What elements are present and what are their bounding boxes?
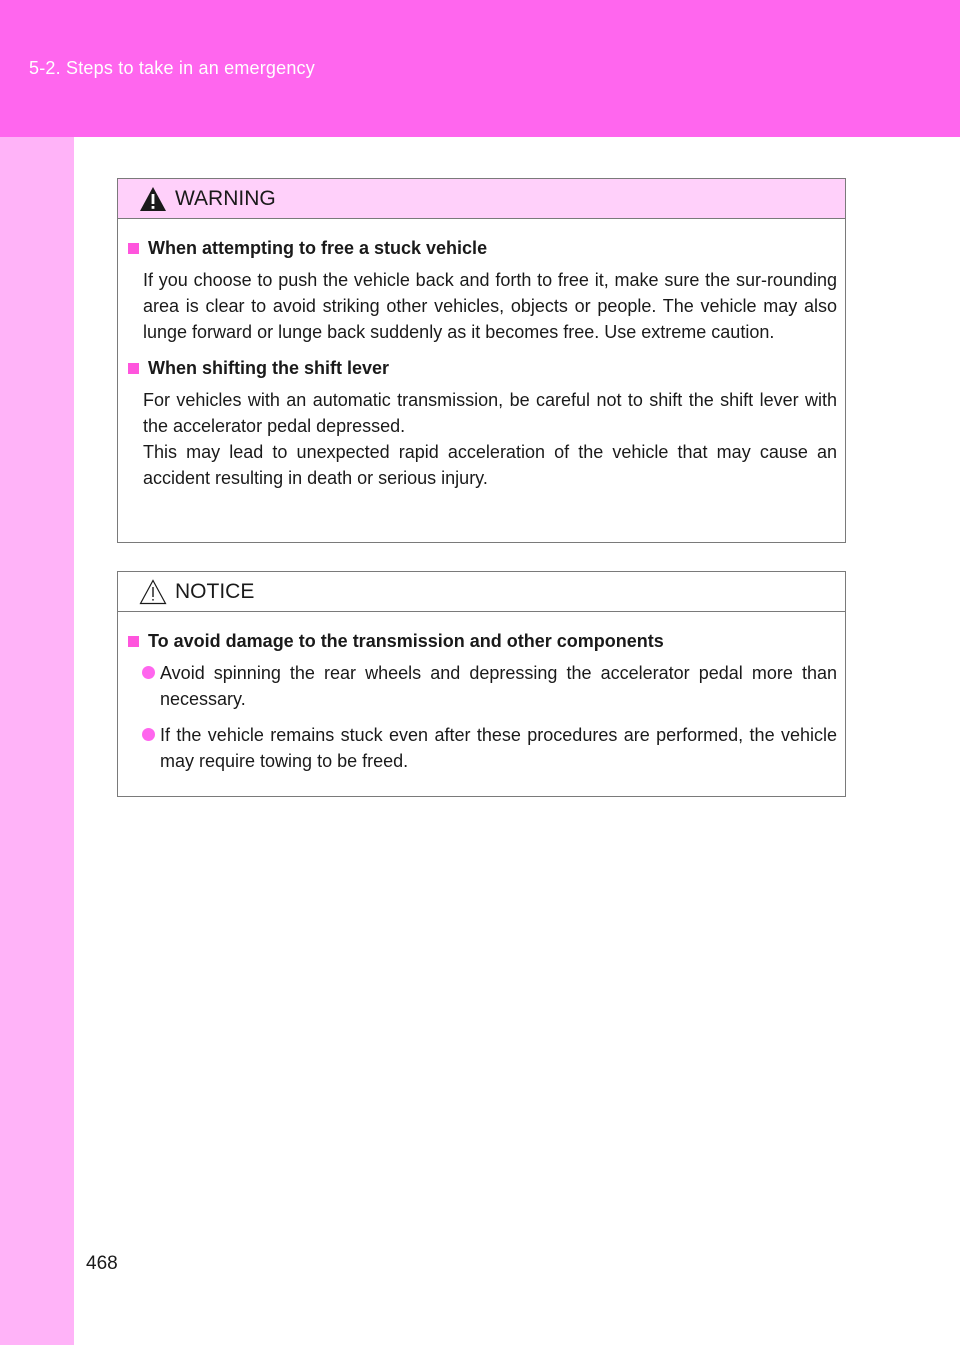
notice-triangle-icon [138, 578, 168, 606]
notice-box [117, 571, 846, 797]
square-bullet-icon [128, 636, 139, 647]
notice-bullet-item [126, 722, 837, 774]
heading-text: When attempting to free a stuck vehicle [148, 238, 488, 258]
square-bullet-icon [128, 243, 139, 254]
warning-paragraph: This may lead to unexpected rapid acceleration of the vehicle that may cause an accident resulting in death or serious injury. [143, 442, 837, 488]
circle-bullet-icon [142, 728, 155, 741]
bullet-text: If the vehicle remains stuck even after these procedures are performed, the vehicle may require towing to be freed. [160, 725, 837, 771]
notice-heading [126, 628, 837, 654]
notice-body [118, 612, 845, 796]
warning-title: WARNING [175, 187, 276, 210]
notice-header [118, 572, 845, 612]
warning-triangle-icon [138, 185, 168, 213]
warning-box [117, 178, 846, 543]
warning-paragraph: For vehicles with an automatic transmission, be careful not to shift the shift lever with the accelerator pedal depressed. [143, 390, 837, 436]
side-strip [0, 137, 74, 1345]
warning-header [118, 179, 845, 219]
section-title: 5-2. Steps to take in an emergency [29, 58, 315, 78]
heading-text: To avoid damage to the transmission and other components [148, 631, 664, 651]
notice-bullet-item [126, 660, 837, 712]
warning-paragraph: If you choose to push the vehicle back and forth to free it, make sure the sur-rounding area is clear to avoid striking other vehicles, objects or people. The vehicle may also lunge forward or lunge back suddenly as it becomes free. Use extreme caution. [143, 270, 837, 342]
warning-heading-shift-lever [126, 355, 837, 381]
page-number: 468 [86, 1253, 118, 1274]
warning-body [118, 219, 845, 503]
bullet-text: Avoid spinning the rear wheels and depressing the accelerator pedal more than necessary. [160, 663, 837, 709]
square-bullet-icon [128, 363, 139, 374]
circle-bullet-icon [142, 666, 155, 679]
page-header [0, 0, 960, 137]
heading-text: When shifting the shift lever [148, 358, 390, 378]
warning-heading-stuck-vehicle [126, 235, 837, 261]
notice-title: NOTICE [175, 580, 255, 603]
